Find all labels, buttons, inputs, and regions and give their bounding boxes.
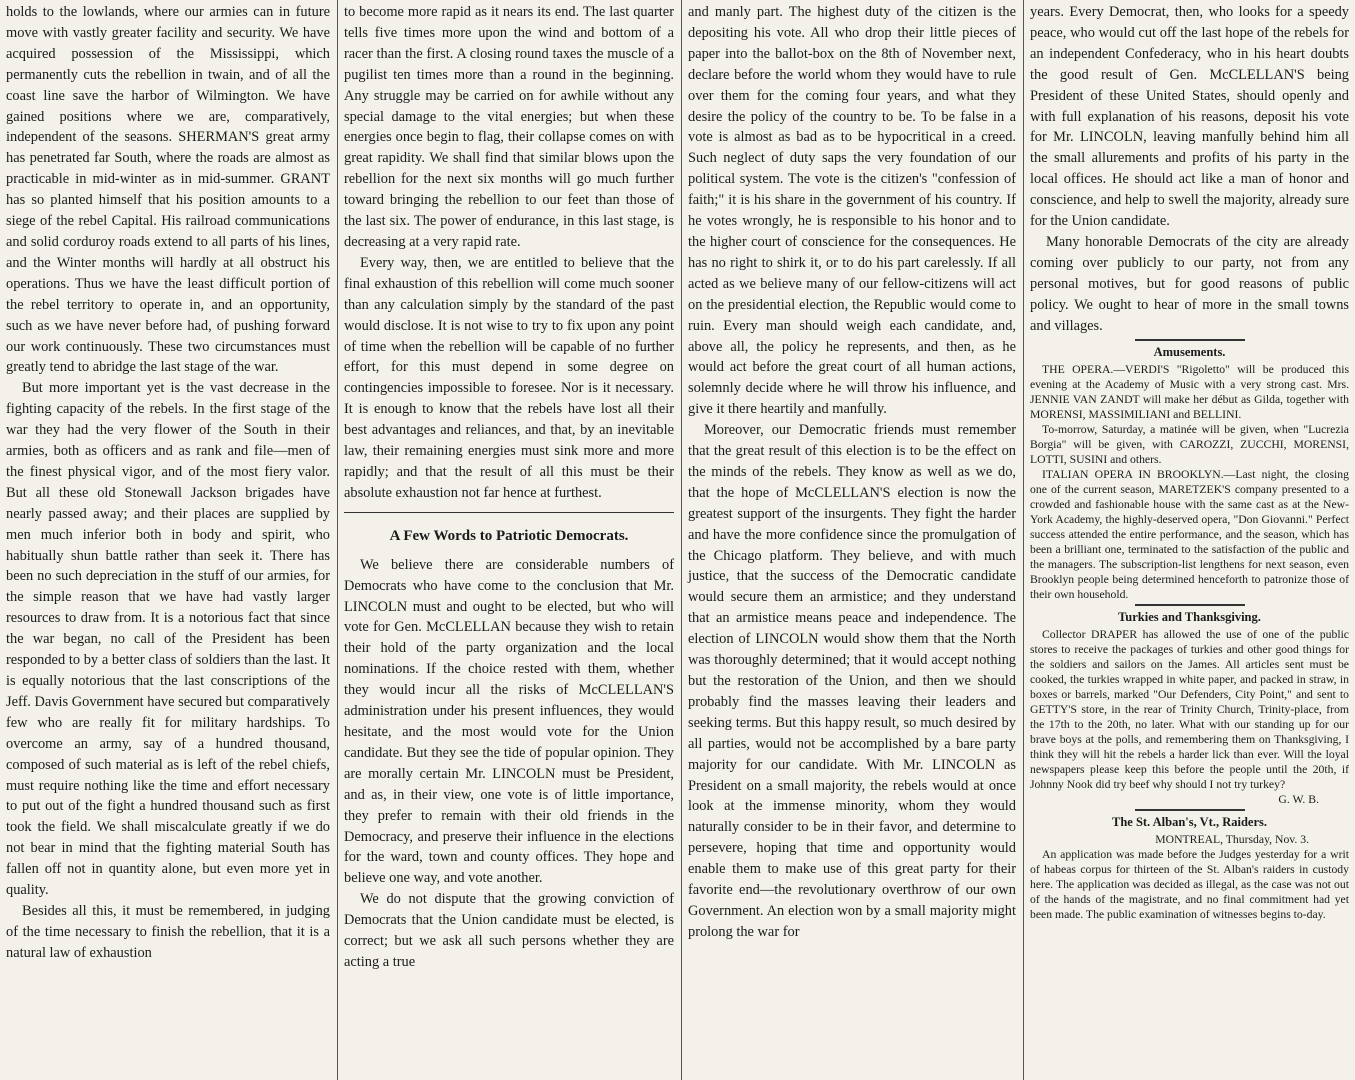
paragraph: Besides all this, it must be remembered, in judging of the time necessary to finish the rebellion, that it is a natural law of exhaustion <box>6 902 330 961</box>
section-divider <box>344 512 674 513</box>
dateline: MONTREAL, Thursday, Nov. 3. <box>1155 832 1309 846</box>
column-2 <box>338 0 680 1080</box>
paragraph: holds to the lowlands, where our armies can in future move with vastly greater facility and security. We have acquired possession of the Mississippi, which permanently cuts the rebellion in twain, and of all the coast line save the harbor of Wilmington. We have gained positions where we are, comparatively, independent of the seasons. SHERMAN'S great army has penetrated far South, where the roads are almost as practicable in mid-winter as in mid-summer. GRANT has so planted himself that his position amounts to a siege of the rebel Capital. His railroad communications and solid corduroy roads extend to all parts of his lines, and the Winter months will hardly at all obstruct his operations. Thus we have the least difficult portion of the rebel territory to operate in, and an opportunity, such as we have never before had, of pushing forward our work continuously. These two circumstances must greatly tend to abridge the last stage of the war. <box>6 4 330 376</box>
paragraph: But more important yet is the vast decrease in the fighting capacity of the rebels. In the first stage of the war they had the very flower of the South in their armies, both as officers and as rank and file—men of the finest physical vigor, and of the most fiery valor. But all these old Stonewall Jackson brigades have nearly passed away; and their places are supplied by men much inferior both in body and spirit, who habitually shun battle rather than seek it. There has been no such depreciation in the stuff of our armies, for the simple reason that we have had vastly larger resources to draw from. It is a notorious fact that since the war began, no call of the President has been responded to by a better class of soldiers than the last. It is equally notorious that the last conscriptions of the Jeff. Davis Government have secured but comparatively few who are really fit for military hardships. To overcome an army, say of a hundred thousand, composed of such material as is left of the rebel chiefs, must require nothing like the time and effort necessary to put out of the fight a hundred thousand such as first took the field. We shall miscalculate greatly if we do not bear in mind that the fighting material South has fallen off not in quantity alone, but even more yet in quality. <box>6 380 330 899</box>
paragraph: and manly part. The highest duty of the citizen is the depositing his vote. All who drop their little pieces of paper into the ballot-box on the 8th of November next, declare before the world whom they would have to rule over them for the coming four years, and what they desire the policy of the country to be. To be false in a vote is almost as bad as to be hypocritical in a creed. Such neglect of duty saps the very foundation of our political system. The vote is the citizen's "confession of faith;" it is his share in the government of his country. If he votes wrongly, he is responsible to his honor and to the higher court of conscience for the consequences. He has no right to shirk it, or to do his part carelessly. If all acted as we believe many of our fellow-citizens will act on the presidential election, the Republic would come to ruin. Every man should weigh each candidate, and, above all, the policy he represents, and then, as he would act before the great court of all human actions, solemnly decide where he will throw his influence, and give it there heartily and manfully. <box>688 4 1016 418</box>
paragraph: Collector DRAPER has allowed the use of one of the public stores to receive the packages of turkies and other good things for the soldiers and sailors on the James. All articles sent must be cooked, the turkies wrapped in white paper, and packed in straw, in boxes or barrels, marked "Our Defenders, City Point," and sent to GETTY'S store, in the rear of Trinity Church, Trinity-place, from the 17th to the 20th, no later. What with our standing up for our brave boys at the polls, and remembering them on Thanksgiving, I think they will hit the rebels a harder lick than ever. Will the loyal newspapers please keep this before the people until the 20th, if Johnny Nook did try beef why should I not try turkey? <box>1030 627 1349 791</box>
amusements-heading: Amusements. <box>1153 344 1226 359</box>
paragraph: An application was made before the Judges yesterday for a writ of habeas corpus for thirteen of the St. Alban's raiders in custody here. The application was decided as illegal, as the case was not out of the hands of the magistrate, and no final commitment had yet been made. The public examination of witnesses begins to-day. <box>1030 847 1349 921</box>
paragraph: We do not dispute that the growing conviction of Democrats that the Union candidate must be elected, is correct; but we ask all such persons whether they are acting a true <box>344 891 674 970</box>
paragraph: Many honorable Democrats of the city are already coming over publicly to our party, not from any personal motives, but for good reasons of public policy. We ought to hear of more in the small towns and villages. <box>1030 233 1349 334</box>
stalbans-heading: The St. Alban's, Vt., Raiders. <box>1111 814 1267 829</box>
section-divider <box>1135 604 1245 606</box>
stalbans-section <box>1030 832 1349 922</box>
paragraph: to become more rapid as it nears its end. The last quarter tells five times more upon the wind and bottom of a racer than the first. A closing round taxes the muscle of a pugilist ten times more than a round in the beginning. Any struggle may be carried on for awhile without any special damage to the vital energies; but when these energies once begin to flag, their collapse comes on with great rapidity. We shall find that similar blows upon the rebellion for the next six months will go much further toward bringing the rebellion to our feet than those of the last six. The power of endurance, in this last stage, is decreasing at a very rapid rate. <box>344 4 674 250</box>
column-4 <box>1024 0 1355 1080</box>
paragraph: To-morrow, Saturday, a matinée will be given, when "Lucrezia Borgia" will be given, with CAROZZI, ZUCCHI, MORENSI, LOTTI, SUSINI and others. <box>1030 422 1349 466</box>
turkies-section <box>1030 627 1349 807</box>
section-divider <box>1135 339 1245 341</box>
signature: G. W. B. <box>1278 792 1319 806</box>
paragraph: ITALIAN OPERA IN BROOKLYN.—Last night, the closing one of the current season, MARETZEK'S company presented to a crowded and fashionable house with the same cast as at the New-York Academy, the highly-deserved opera, "Don Giovanni." Perfect success attended the entire performance, and the season, which has been a brilliant one, terminated to the satisfaction of the public and the managers. The subscription-list lengthens for next season, even Brooklyn people being determined henceforth to patronize those of their own household. <box>1030 467 1349 601</box>
turkies-heading: Turkies and Thanksgiving. <box>1118 609 1261 624</box>
section-divider <box>1135 809 1245 811</box>
paragraph: Every way, then, we are entitled to believe that the final exhaustion of this rebellion will come much sooner than any calculation simply by the standard of the past would disclose. It is not wise to try to fix upon any point of time when the rebellion will be capable of no further effort, for this must depend in some degree on contingencies impossible to foresee. Nor is it necessary. It is enough to know that the rebels have lost all their best advantages and reliances, and that, by an inevitable law, their remaining energies must sink more and more rapidly; and that the result of all this must be their absolute exhaustion not far hence at furthest. <box>344 254 674 501</box>
column-3 <box>682 0 1022 1080</box>
paragraph: years. Every Democrat, then, who looks for a speedy peace, who would cut off the last hope of the rebels for an independent Confederacy, who in his heart doubts the good result of Gen. McCLELLAN'S being President of these United States, should openly and with full explanation of his reasons, deposit his vote for Mr. LINCOLN, leaving manfully behind him all the small allurements and profits of his party in the local offices. He should act like a man of honor and conscience, and help to swell the majority, already sure for the Union candidate. <box>1030 4 1349 230</box>
paragraph: THE OPERA.—VERDI'S "Rigoletto" will be produced this evening at the Academy of Music with a very strong cast. Mrs. JENNIE VAN ZANDT will make her début as Gilda, together with MORENSI, MASSIMILIANI and BELLINI. <box>1030 362 1349 421</box>
column-1 <box>0 0 336 1080</box>
paragraph: Moreover, our Democratic friends must remember that the great result of this election is to be the effect on the minds of the rebels. They know as well as we do, that the hope of McCLELLAN'S election is now the greatest support of the insurgents. They fight the harder and have the more confidence since the promulgation of the Chicago platform. They believe, and with much justice, that the success of the Democratic candidate would secure them an armistice; and they understand that an armistice means peace and independence. The election of LINCOLN would show them that the North was thoroughly determined; that it would accept nothing but the restoration of the Union, and then we should probably find the masses leaving their leaders and seeking terms. But this happy result, so much desired by all parties, would not be accomplished by a bare party majority for our candidate. With Mr. LINCOLN as President on a small majority, the rebels would at once look at the immense minority, whom they would naturally consider to be in their favor, and determine to persevere, hoping that time and opportunity would enable them to make use of this great party for their favorite end—the revolutionary overthrow of our own Government. An election won by a small majority might prolong the war for <box>688 422 1016 940</box>
paragraph: We believe there are considerable numbers of Democrats who have come to the conclusion that Mr. LINCOLN must and ought to be elected, but who will vote for Gen. McCLELLAN because they wish to retain their hold of the party organization and the local nominations. If the choice rested with them, whether they would incur all the risks of McCLELLAN'S administration under his present influences, they would hesitate, and the most would vote for the Union candidate. But they see the tide of popular opinion. They are morally certain Mr. LINCOLN must be President, and as, in their view, one vote is of little importance, they prefer to remain with their old friends in the Democracy, and preserve their influence in the elections for the ward, town and county offices. They hope and believe one way, and vote another. <box>344 556 674 887</box>
amusements-section <box>1030 362 1349 602</box>
article-heading: A Few Words to Patriotic Democrats. <box>389 527 629 544</box>
